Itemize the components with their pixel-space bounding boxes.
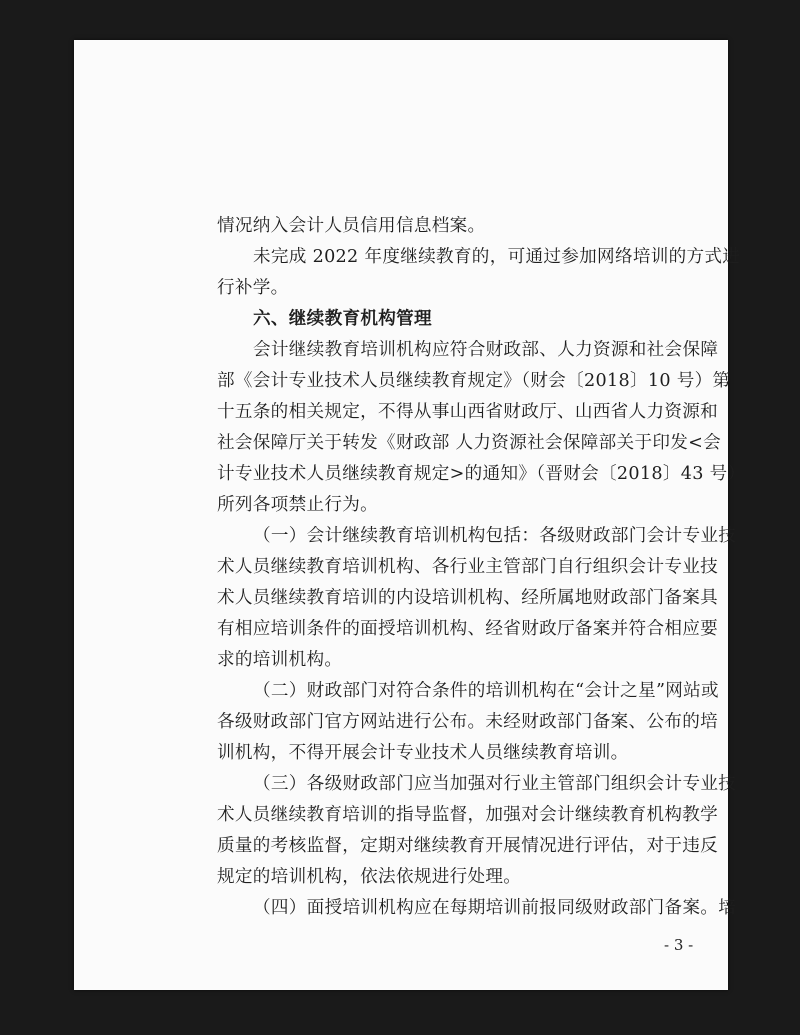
text-line: 情况纳入会计人员信用信息档案。 <box>217 216 486 236</box>
text-line: 术人员继续教育培训的指导监督，加强对会计继续教育机构教学 <box>217 805 719 825</box>
document-body <box>217 211 746 924</box>
text-line: （三）各级财政部门应当加强对行业主管部门组织会计专业技 <box>253 774 737 794</box>
text-line: 各级财政部门官方网站进行公布。未经财政部门备案、公布的培 <box>217 712 719 732</box>
text-line: 质量的考核监督，定期对继续教育开展情况进行评估，对于违反 <box>217 836 719 856</box>
text-line: 未完成 2022 年度继续教育的，可通过参加网络培训的方式进 <box>253 247 741 267</box>
text-line: 有相应培训条件的面授培训机构、经省财政厅备案并符合相应要 <box>217 619 719 639</box>
text-line: 训机构，不得开展会计专业技术人员继续教育培训。 <box>217 743 629 763</box>
text-line: 所列各项禁止行为。 <box>217 495 379 515</box>
text-line: 术人员继续教育培训机构、各行业主管部门自行组织会计专业技 <box>217 557 719 577</box>
text-line: 部《会计专业技术人员继续教育规定》（财会〔2018〕10 号）第 <box>217 371 731 391</box>
text-line: 社会保障厅关于转发《财政部 人力资源社会保障部关于印发<会 <box>217 433 722 453</box>
text-line: 计专业技术人员继续教育规定>的通知》（晋财会〔2018〕43 号） <box>217 464 746 484</box>
text-line: （一）会计继续教育培训机构包括：各级财政部门会计专业技 <box>253 526 737 546</box>
text-line: 术人员继续教育培训的内设培训机构、经所属地财政部门备案具 <box>217 588 719 608</box>
text-line: 十五条的相关规定，不得从事山西省财政厅、山西省人力资源和 <box>217 402 719 422</box>
document-page <box>74 40 746 990</box>
text-line: 规定的培训机构，依法依规进行处理。 <box>217 867 522 887</box>
text-line: （四）面授培训机构应在每期培训前报同级财政部门备案。培 <box>253 898 737 918</box>
page-number: - 3 - <box>664 936 694 954</box>
text-line: （二）财政部门对符合条件的培训机构在“会计之星”网站或 <box>253 681 719 701</box>
text-line: 行补学。 <box>217 278 289 298</box>
section-heading: 六、继续教育机构管理 <box>253 309 432 329</box>
text-line: 会计继续教育培训机构应符合财政部、人力资源和社会保障 <box>253 340 719 360</box>
text-line: 求的培训机构。 <box>217 650 343 670</box>
